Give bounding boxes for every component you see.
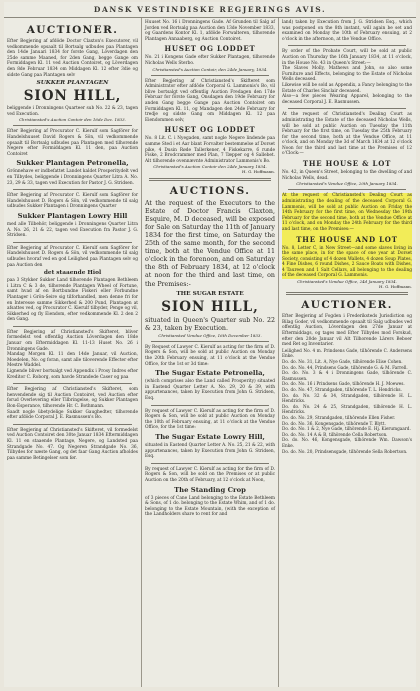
claxton-intro: Efter Begjering af afdöde Doctor Claxton's Executorer, vil vedkommende opsaalt til Bortsalg udbudes paa Plantagen den 14de Januari 1834 for forste Gang, Löverdagen den 25de samme Maaned, for 2den Gang, begge Gange om Formiddagen Kl. 11 ved Auction Contoiret, og Löverdagen den 8de Februar 1834 om Middagen Kl. 12 efter 3die og sidste Gang paa Plantagen selv (7, 39, 138, 78)
auctioner-heading: AUCTIONER. (26, 24, 119, 36)
lowry-heading: Sukker Plantagen Lowry Hill (17, 211, 128, 220)
schlosser-4: Efter Begjering af Christiansted's Skifteret, som henvendende sig til Auction Contoiret, ved Auction efter forud Overlevering eller Tilbringelse, og Sukker Plantagen Bon-Esperance, tilhorende Hr. C. Bothmann. (7, 387, 138, 409)
divider (13, 125, 132, 126)
house-lot-heading-1: THE HOUSE & LOT (302, 159, 392, 169)
plantation-label: SUKKER PLANTAGEN (36, 80, 109, 87)
sion-hill-en-heading: SION HILL, (161, 298, 259, 315)
signature-hoffmann-1: H. G. Hoffmann. (242, 169, 275, 175)
divider (13, 242, 132, 243)
huset-heading-1: HUSET OG LODDET (164, 44, 256, 54)
divider (13, 424, 132, 425)
standing-crop-desc: of 3 pieces of Cane Land belonging to the Estate Bethleem & Sons, of 1 do. belonging to the Estate Whim, and of 1 do. belonging to the Estate Mountain, (with the exception of the Landholders share to rent for and (145, 495, 275, 518)
divider (151, 463, 269, 464)
auction2-intro: Efter Begjering af Fogden i Frederiksteds Jurisdiction og Bilag Goder, vil vedkommende opsaalt til Salg udbudes ved offentlig Auction, Löverdagen den 27de Januar at Eftermiddags, og tages med Efter Tilbydes mod Forskud, efter den 20de Januar vil Alt Tilhorende Lärers Beboer med Ret og Inventarier. (282, 314, 412, 348)
slaves-text: The Slaves Molly, Mathews and John, so also some Furniture and Effects, belonging to the Estate of Nicholas Wells deceased. (282, 66, 412, 83)
auctioner-heading-2: AUCTIONER. (301, 299, 393, 312)
property-list-item: Do. do. No. 44, Prindsens Gade, tilhörende G. & M. Farrell. (282, 364, 408, 370)
schlosser-5: Saadt nogle übetydelige Sukker Gaughedter, tilhorende efter afdöde Corporal J. E. Rasmussen's Bo. (7, 409, 138, 421)
schlosser-intro: Efter Begjering af Christiansted's Skifteret, bliver formedelst ved offentlig Auction Löverdagen den 18de Januar om Eftermiddagen Kl. 11-13 Huset No. 26 i Dronningens Gade. (7, 329, 138, 352)
request-kierulf-2: By request of Lawyer C. Kierulf as acting for the firm of D. Rogers & Son, will be sold at public Auction on Monday the 10th of February ensuing, at 11 o'clock at the Vendue Office, for the 1st time: (145, 408, 275, 431)
huset-heading-2: HUSET OG LODDET (164, 125, 256, 135)
vendue-note-1: Christiansted Vendue Office, 16th December 1833. (158, 332, 262, 338)
property-list-item: Do. do. No. 47, Strandgaden, tilhörende T. L. Hendricks. (282, 386, 402, 392)
huset-2-text: No. 8 Lit. C. i Nyegaden, samt nogle Negere lindende paa samme Sted i et Aar blant Forvalter bestemmelse af Dorset pike, 4 Dusin Røde Tallerkener, 4 Fiskekarre, 6 runde Fiske, 2 Brodcrammer med Plan, 7 Tæpper og 4 Sallebet. Alt tilhorende ovennævnte Administrator Lammonis's Bo. (145, 136, 275, 164)
wells-text: By order of the Probate Court, will be sold at public Auction on Thursday the 16th January 1834, at 11 o'clock, in the House No. 43 in Queen's Street:— (282, 49, 412, 66)
vendue-note-3: Christiansted's Vendue Office, 24d January 1834. (297, 279, 397, 285)
sion-hill-desc: beliggende i Dronningens Quarteer sub No. 22 & 23, tagen ved Execution. (7, 106, 138, 117)
lowry-desc: med alle Tilbehör, beliggende i Dronningens Quarter Litra A. No. 26, 21 & 22, tagen ved Execution fra Pastor J. G. Stridsen. (7, 221, 138, 239)
petronella-intro: Efter Begjering af Procurator C. Kierulf som Sagförer for Handelshuuset David Rogers & Sön, vil vedkommende opsaalt til Bortsalg udbudes paa Plantagen med tilhorende Negere efter Formiddagen Kl. 11 den, paa Auction Contoiret (7, 129, 138, 157)
property-list-item: Leilighed No. 4 m. Prindsens Gade, tilhörende C. Andersens Enke. (282, 347, 412, 359)
request-kierulf-3: By request of Lawyer C. Kierulf as acting for the firm of D. Rogers & Son, will be sold on the Premises or at public Auction on the 20th of February, at 12 o'clock at Noon, (145, 466, 275, 483)
highlighted-notice (282, 193, 412, 279)
house1-desc: No. 42, in Queen's Street, belonging to the dwelling of and Nicholas Wells, dead. (282, 170, 412, 181)
column-middle (141, 18, 278, 687)
office-note-2: Christiansted's Auction Contoir, den 24de January, 1834. (152, 66, 268, 72)
huset-1-text: No. 21 i Kongens Gade efter Sukker Plantagen, tilhorende Nicholas Wells Sterbo. (145, 55, 275, 66)
auctions-heading: AUCTIONS. (169, 184, 251, 197)
petronella-en-heading: The Sugar Estate Petronella, (155, 369, 265, 378)
masthead: DANSK VESTINDISKE REGJERINGS AVIS. (4, 2, 416, 18)
property-list-item: Do. do. No. 16 i Prindsens Gade, tilhörende H. J. Moewes. (282, 381, 405, 387)
divider (288, 45, 406, 46)
petronella-en-desc: (which comprises also the Land called Prosperity) situated in Eastend Quarter Letter A. No. 29, 20 & 39, with appurtenances, taken by Execution from John G. Stridsen, Esq. (145, 379, 275, 402)
divider (288, 189, 406, 190)
office-note-3: Christiansted's Auction Contoir den 24de January 1834. (153, 164, 267, 170)
signature-hoffmann-2: H. G. Hoffmann. (379, 284, 412, 290)
standing-crop-heading: The Standing Crop (174, 485, 246, 494)
property-list-item: Do. do. No. 32 & 34, Strandgaden, tilhörende H. L. Hendricks. (282, 392, 412, 404)
property-list-item: Do. do. No. 20, Prindsensgade, tilhörende Sella Robertson. (282, 448, 408, 454)
property-list-item: Do. do. No. 36, Kongensgade, tilhörende T. Blytt. (282, 420, 386, 426)
property-list-item: Do. do. No. 14 A & B, tilhörende Cella Robertson. (282, 431, 388, 437)
petronella-desc: Grönnehave er indbefattet Landet kaldet Prosperitydelt ved en Tilbydes, beliggende i Dronningens Quarter Litra A. No. 23, 29 & 33, tagen ved Execution for Pastor J. G. Stridsen. (7, 169, 138, 186)
double-divider (149, 178, 271, 181)
dealing-text: At the request of Christiansted's Dealing Court as administrating the Estate of the deceased Nicholas Wells, will be sold at public Auction on Tuesday the 11th February for the first time, on Tuesday the 25th February for the second time, both at the Vendue Office, at 11 o'clock, and on Monday the 3d of March 1834 at 12 o'clock Noon for the third and last time at the Premises of 12 o'Clock:— (282, 112, 412, 157)
column-right (278, 18, 415, 687)
schlosser-3: Lignende bliver bortsalgt ved Appendix i Prosy Indres efter Kreditor C. Roborg, som havde Strandede Caser og paa (7, 369, 138, 380)
property-list (282, 348, 412, 454)
sugar-estate-label: THE SUGAR ESTATE (176, 290, 244, 297)
executors-text: At the request of the Executors to the Estate of Doctor Francis Claxton, Esquire, M. D deceased, will be exposed for Sale on Saturday the 11th of January 1834 for the first time, on Saturday the 25th of the same month, for the second time, both at the Vendue Office at 11 o'clock in the forenoon, and on Saturday the 8th of February 1834, at 12 o'clock at noon for the third and last time, on the Premises:- (145, 199, 275, 288)
lodd-intro: Efter Begjering af Christiansted's Skifteret som Administrator efter afdöde Corporal G. Lammonis's Bo, vil blive bortsalgt ved offentlig Auction Fredagen den 17de Februar for förste Gang, Onsdagen den 19de February for anden Gang begge Gange paa Auction Contoiret om Formiddagen Kl. 11, og Mandagen den 24de February for tredje og sidste Gang om Middagen Kl. 12 paa Eiendommen selv, (145, 78, 275, 123)
property-list-item: Do. do. No. 24 & 25, Strandgaden, tilhörende H. L. Hendricks. (282, 403, 412, 415)
schlosser-6: Efter Begjering af Christiansted's Skifteret, vil formedelst ved Auction Contoiret den 30te Januar 1834 Eftermiddagen Kl. 11 en staaende Plantage, Negere, og Landsted paa Strandgade No. 47. Og Negeren Strandgade No. 36, Tilbydes for næste Gang, og det faar Gang Auction afholdes paa samme Betingelser som før. (7, 427, 138, 461)
divider (13, 383, 132, 384)
lowry-en-heading: The Sugar Estate Lowry Hill, (155, 433, 265, 441)
divider (151, 75, 269, 76)
lowry-en-desc: situated in Eastend Quarter Letter A. No. 25, 21 & 22, with appurtenances, taken by Execution from John G. Stridsen, Esq. (145, 443, 275, 460)
divider (151, 405, 269, 406)
standing-desc: paa 3 Stykker Sukker Land tilhorende Plantagen Bethleem i Litra C & 3 de, tilhorende Plantagen Wheel of Fortune, samt hvad af en Bortbundne Fiskeri eller Forbundne Plantager i Grön-Seire sig tilforhandled, men denne fri for en Interesse samme Sikkerhed & 200 Pund, Plantagen at afsattes ved, og Procurator C. Kierulf tilbyder, Penge og vil, Sikkerhed og fly Eiendom, efter vedkommende Kl. 2 den 2 den Gang. (7, 278, 138, 323)
request-kierulf-1: By Request of Lawyer C. Kierulf as acting for the firm of D. Rogers & Son, will be sold at public Auction on Monday the 20th February ensuing, at 11 o'clock at the Vendue Office, for the 1st or 3d time: (145, 344, 275, 367)
divider (13, 326, 132, 327)
property-list-item: Do. do. No. 3 & 4 i Dronningens Gade, tilhörende C. Rasmussen. (282, 370, 412, 381)
divider (288, 108, 406, 109)
lowry-intro: Efter Begjering af Procurator C. Kierulf som Sagförer for Handelshuuset D. Rogers & Sön, vil vedkommende til salg udbudes Sukker Plantagen i Dronningens Quarter (7, 193, 138, 210)
pieces-text: Also—a few pieces Wearing Apparel, belonging to the deceased Corporal J. E. Rasmussen. (282, 94, 412, 105)
property-list-item: Do. do. No. 1 & 2, Nye Gade, tilhörende E. Hj. Kierumgaard. (282, 426, 411, 432)
divider (13, 189, 132, 190)
divider (151, 341, 269, 342)
property-list-item: Do. do. No. 29, Strandgaden, tilhörende Ellen Fisher. (282, 414, 396, 420)
notice-top: Huuset No. 16 i Dronningens Gade. Af Grunden til Salg af Jorden ved Bortsalg paa Auction den 13de November 1833, og Gaardens Kontor Kl. 1, afdöde Forwalteren, tilhorende Plantagen Annaaberg, og Auction Contoiret. (145, 20, 275, 42)
standing-intro: Efter Begjering af Procurator C. Kierulf som Sagförer for Handelshuuset D. Rogers & Sön, vil vedkommende til salg udbudes hvoraf ved en god Leilighed paa Plantagen selv og paa Auction den (7, 245, 138, 268)
column-left (4, 18, 141, 687)
double-divider (286, 292, 408, 295)
columns (4, 18, 416, 687)
petronella-heading: Sukker Plantagen Petronella, (16, 159, 129, 168)
col3-top-text: land) taken by Execution from J. G. Stridsen Esq., which was postponed on the 8th instant, will again be set and examined on Monday the 10th of February ensuing, at 2 o'clock in the afternoon, at the Vendue Office. (282, 20, 412, 42)
house2-desc: No. 8, Letter C, in New Street—and some slaves living in the same place, in for the space of one year at Dorset Society, consisting of 4 dozen Wallets, 4 dozen Soup Plates, 4 Fine Dishes, 6 round Dishes, 2 Sauce Boats with Dishes, 4 Taureen and 1 Salt Cellars, all belonging to the dealing of the deceased Corporal G. Lammonis. (282, 245, 412, 279)
house-lot-heading-2: THE HOUSE AND LOT (296, 234, 398, 244)
standing-heading: det staaende Hiol (43, 270, 102, 277)
newspaper-page (4, 2, 416, 687)
lammonis-text: At the request of Christiansted's Dealing Court as administrating the dealing of the deceased Corporal G. Lammonis, will be sold at public Auction on Friday the 14th February for the first time, on Wednesday the 19th February for the second time, both at the Vendue Office at 11 o'clock, and on Monday the 24th February for the third and last time, on the Premises:— (282, 193, 412, 232)
schlosser-2: Mandag Morgen Kl. 11 den 14de Januar, vil Auction, Moedelen, No. og foran, samt alle tiloverende Effecter efter Mestre Waddel. (7, 352, 138, 369)
property-list-item: Do. do. No. 31, Lit. A, Nye Gade, tilhörende Elise Cohen. (282, 359, 403, 364)
sion-hill-en-desc: situated in Queen's Quarter sub No. 22 & 23, taken by Execution. (145, 316, 275, 332)
property-list-item: Do. do. No. 46, Kongensgade, tilhörende Wm. Dawson's Enke. (282, 437, 412, 448)
sion-hill-heading: SION HILL, (23, 88, 122, 105)
office-note-1: Christiansted's Auction Contoir den 16de Dec. 1833. (19, 117, 126, 123)
vendue-note-2: Christiansted's Vendue Office, 20th January 1834. (296, 181, 398, 187)
also-text: Likewise will be sold as Appendix, a Fancy belonging to the Estate of Charles Sinclair deceased. (282, 82, 412, 94)
